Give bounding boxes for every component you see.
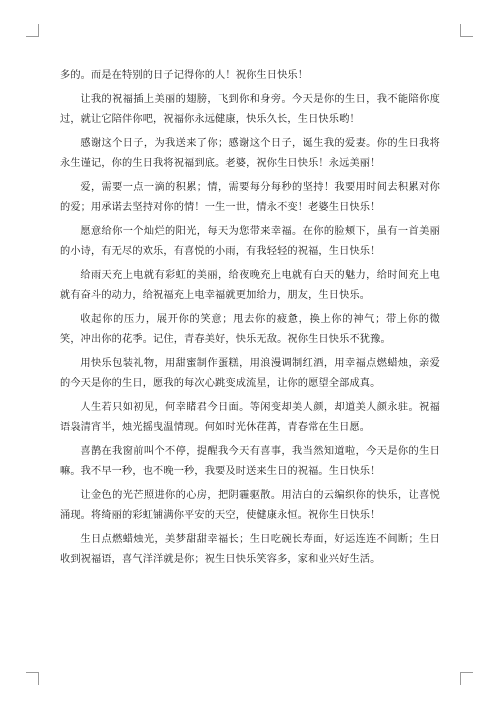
paragraph: 愿意给你一个灿烂的阳光，每天为您带来幸福。在你的脸颊下，虽有一首美丽的小诗，有无尽的欢乐，有喜悦的小雨，有我轻轻的祝福，生日快乐！ — [60, 226, 440, 257]
paragraph: 收起你的压力，展开你的笑意；甩去你的疲惫，换上你的神气；带上你的微笑，冲出你的花季。记住，青春美好，快乐无敌。祝你生日快乐不犹豫。 — [60, 314, 440, 345]
paragraph: 爱，需要一点一滴的积累；情，需要每分每秒的坚持！我要用时间去积累对你的爱；用承诺去坚持对你的情！一生一世，情永不变！老婆生日快乐！ — [60, 182, 440, 213]
paragraph: 生日点燃蜡烛光，美梦甜甜幸福长；生日吃碗长寿面，好运连连不间断；生日收到祝福语，喜气洋洋就是你；祝生日快乐笑容多，家和业兴好生活。 — [60, 534, 440, 565]
paragraph: 喜鹊在我窗前叫个不停，提醒我今天有喜事，我当然知道啦，今天是你的生日嘛。我不早一秒，也不晚一秒，我要及时送来生日的祝福。生日快乐！ — [60, 446, 440, 477]
crop-mark-top-left — [26, 24, 39, 37]
crop-mark-bottom-right — [460, 672, 473, 685]
paragraph: 人生若只如初见，何幸睹君今日面。等闲变却美人颜，却道美人颜永驻。祝福语袅清宵半，烛光摇曳温情现。何如时光休荏苒，青春常在生日愿。 — [60, 402, 440, 433]
paragraph: 感谢这个日子，为我送来了你；感谢这个日子，诞生我的爱妻。你的生日我将永生谨记，你的生日我将祝福到底。老婆，祝你生日快乐！永远美丽！ — [60, 138, 440, 169]
crop-mark-top-right — [460, 24, 473, 37]
paragraph: 多的。而是在特别的日子记得你的人！祝你生日快乐！ — [60, 70, 309, 81]
crop-mark-bottom-left — [26, 672, 39, 685]
paragraph: 让我的祝福插上美丽的翅膀，飞到你和身旁。今天是你的生日，我不能陪你度过，就让它陪伴你吧，祝福你永远健康，快乐久长，生日快乐哟！ — [60, 94, 440, 125]
paragraph: 用快乐包装礼物，用甜蜜制作蛋糕，用浪漫调制红酒，用幸福点燃蜡烛，亲爱的今天是你的生日，愿我的每次心跳变成流星，让你的愿望全部成真。 — [60, 358, 440, 389]
paragraph: 让金色的光芒照进你的心房，把阴霾驱散。用洁白的云编织你的快乐，让喜悦涌现。将绮丽的彩虹铺满你平安的天空，使健康永恒。祝你生日快乐！ — [60, 490, 440, 521]
paragraph: 给雨天充上电就有彩虹的美丽，给夜晚充上电就有白天的魅力，给时间充上电就有奋斗的动力，给祝福充上电幸福就更加给力，朋友，生日快乐。 — [60, 270, 440, 301]
document-body — [60, 66, 440, 574]
